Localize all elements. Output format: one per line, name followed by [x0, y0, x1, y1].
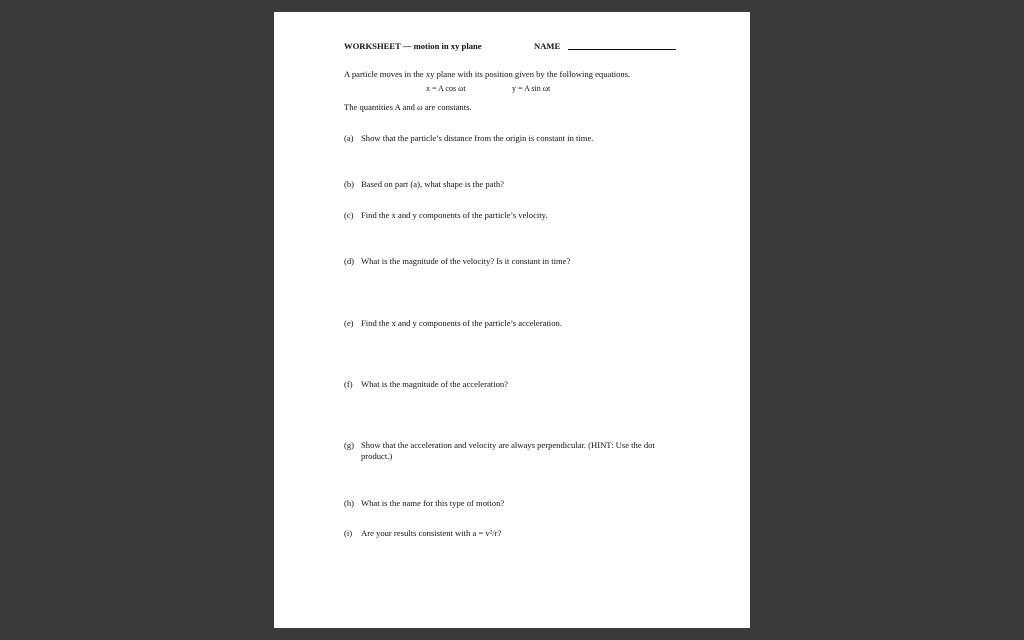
equation-y: y = A sin ωt — [512, 84, 551, 93]
equation-x: x = A cos ωt — [426, 84, 466, 93]
question-d-letter: (d) — [344, 256, 355, 266]
question-b-text: Based on part (a), what shape is the path? — [361, 179, 504, 189]
question-c-text: Find the x and y components of the particle’s velocity. — [361, 210, 548, 220]
worksheet-title: WORKSHEET — motion in xy plane — [344, 41, 482, 51]
name-label: NAME — [534, 41, 561, 51]
name-blank-line — [568, 49, 676, 50]
question-d-text: What is the magnitude of the velocity? Is it constant in time? — [361, 256, 571, 266]
question-f-text: What is the magnitude of the acceleration? — [361, 379, 508, 389]
question-i-letter: (i) — [344, 528, 353, 538]
question-h-letter: (h) — [344, 498, 355, 508]
question-g-letter: (g) — [344, 440, 355, 450]
question-c-letter: (c) — [344, 210, 354, 220]
question-a-letter: (a) — [344, 133, 354, 143]
question-a-text: Show that the particle’s distance from the origin is constant in time. — [361, 133, 594, 143]
question-g-text: Show that the acceleration and velocity are always perpendicular. (HINT: Use the dot product.) — [361, 440, 655, 461]
question-f-letter: (f) — [344, 379, 353, 389]
question-i-text: Are your results consistent with a = v²/r? — [361, 528, 502, 538]
worksheet-page — [274, 12, 750, 628]
question-e-text: Find the x and y components of the particle’s acceleration. — [361, 318, 562, 328]
constants-note: The quantities A and ω are constants. — [344, 102, 472, 112]
question-e-letter: (e) — [344, 318, 354, 328]
question-h-text: What is the name for this type of motion? — [361, 498, 505, 508]
intro-text: A particle moves in the xy plane with its position given by the following equations. — [344, 69, 631, 79]
question-b-letter: (b) — [344, 179, 355, 189]
